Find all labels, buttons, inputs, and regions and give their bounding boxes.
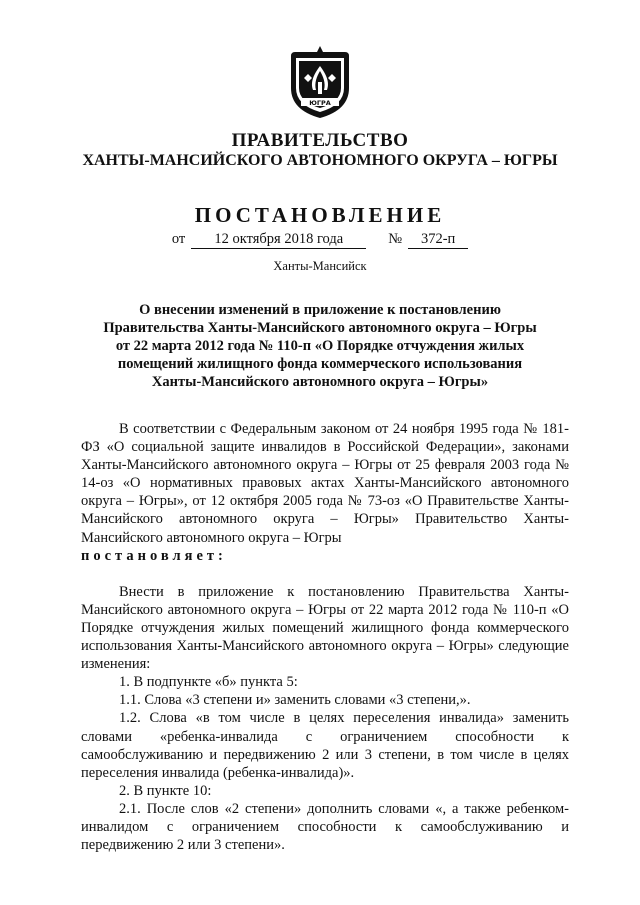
title-line: О внесении изменений в приложение к постановлению <box>139 302 501 318</box>
svg-text:ЮГРА: ЮГРА <box>309 99 331 107</box>
body-paragraph: 1. В подпункте «б» пункта 5: <box>119 674 298 691</box>
government-title: ПРАВИТЕЛЬСТВО <box>231 130 409 151</box>
title-line: Правительства Ханты-Мансийского автономного округа – Югры <box>103 320 537 336</box>
title-line: Ханты-Мансийского автономного округа – Югры» <box>151 374 489 390</box>
body-paragraph: 2. В пункте 10: <box>119 782 212 799</box>
date-prefix: от <box>171 231 186 247</box>
document-date: 12 октября 2018 года <box>191 231 366 249</box>
date-number-line <box>0 231 640 249</box>
title-line: помещений жилищного фонда коммерческого использования <box>117 356 523 372</box>
coat-of-arms-emblem <box>283 44 357 120</box>
number-sign: № <box>388 231 403 247</box>
document-type-heading: ПОСТАНОВЛЕНИЕ <box>194 203 446 227</box>
preamble-paragraph: В соответствии с Федеральным законом от 24 ноября 1995 года № 181-ФЗ «О социальной защите инвалидов в Российской Федерации», законами Ханты-Мансийского автономного округа – Югры от 25 февраля 2003 года № 14-оз «О нормативных правовых актах Ханты-Мансийского автономного округа – Югры», от 12 октября 2005 года № 73-оз «О Правительстве Ханты-Мансийского автономного округа – Югры» Правительство Ханты-Мансийского автономного округа – Югры <box>81 421 569 546</box>
document-title <box>90 301 550 391</box>
body-paragraph: 2.1. После слов «2 степени» дополнить словами «, а также ребенком-инвалидом с ограничением способности к самообслуживанию и передвижению 2 или 3 степени». <box>81 800 569 854</box>
body-paragraph: Внести в приложение к постановлению Правительства Ханты-Мансийского автономного округа – Югры от 22 марта 2012 года № 110-п «О Порядке отчуждения жилых помещений жилищного фонда коммерческого использования Ханты-Мансийского автономного округа – Югры» следующие изменения: <box>81 583 569 673</box>
decree-word: постановляет: <box>81 547 227 564</box>
document-number: 372-п <box>408 231 468 249</box>
title-line: от 22 марта 2012 года № 110-п «О Порядке отчуждения жилых <box>115 338 525 354</box>
body-paragraph: 1.1. Слова «3 степени и» заменить словами «3 степени,». <box>119 692 471 709</box>
body-paragraph: 1.2. Слова «в том числе в целях переселения инвалида» заменить словами «ребенка-инвалида с ограничением способности к самообслуживанию и передвижению 2 или 3 степени, в том числе в целях переселения инвалида (ребенка-инвалида)». <box>81 710 569 781</box>
document-body <box>81 420 569 854</box>
okrug-title: ХАНТЫ-МАНСИЙСКОГО АВТОНОМНОГО ОКРУГА – ЮГРЫ <box>82 152 558 169</box>
city-name: Ханты-Мансийск <box>273 259 367 273</box>
